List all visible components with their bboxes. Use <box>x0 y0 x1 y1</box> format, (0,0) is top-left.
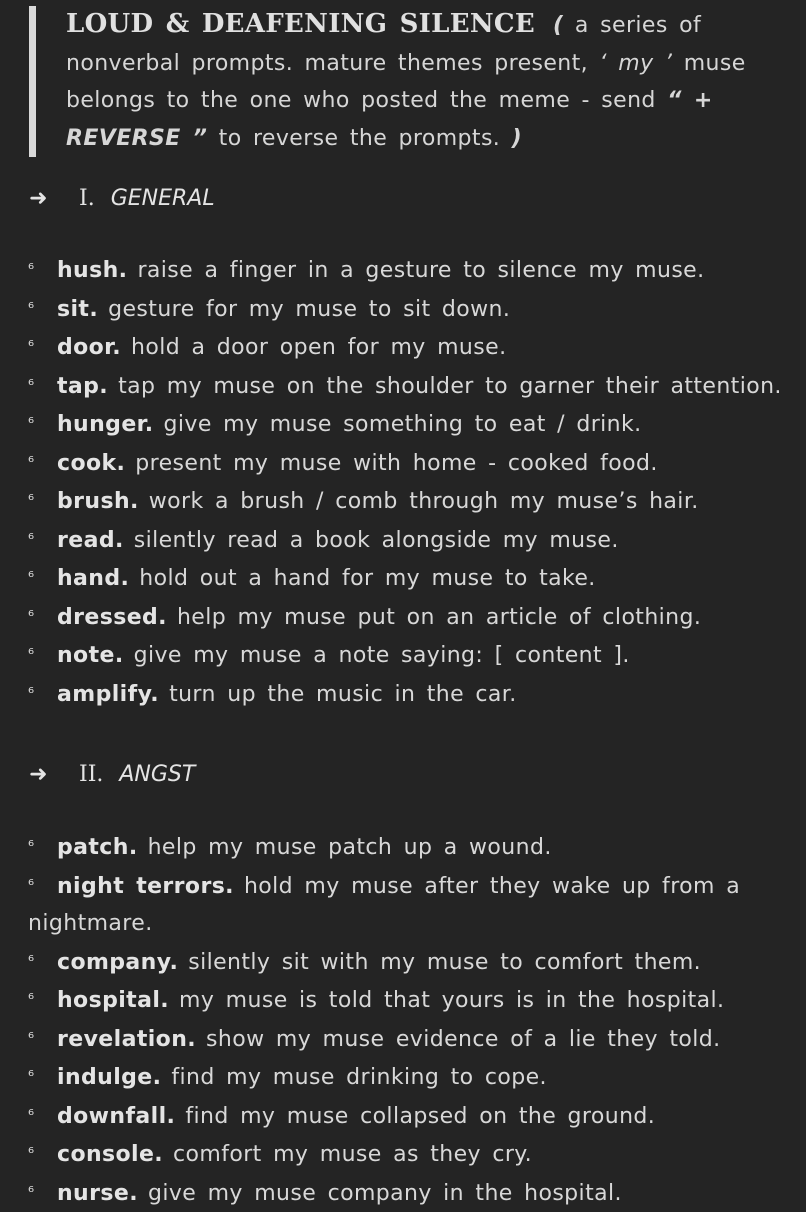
intro-text-2: muse belongs to the one who posted the meme - send <box>66 51 746 114</box>
bullet-icon: ⁶ <box>28 598 57 636</box>
prompt-description: tap my muse on the shoulder to garner their attention. <box>118 374 782 399</box>
prompt-description: hold my muse after they wake up from a nightmare. <box>28 874 740 937</box>
prompt-list-general <box>28 251 788 713</box>
bullet-icon: ⁶ <box>28 1174 57 1212</box>
intro-text-1: a series of nonverbal prompts. mature themes present, <box>66 13 701 76</box>
list-item <box>28 1058 788 1097</box>
arrow-icon: ➜ <box>29 762 79 787</box>
list-item <box>28 521 788 560</box>
prompt-term: indulge. <box>57 1065 161 1090</box>
list-item <box>28 598 788 637</box>
bullet-icon: ⁶ <box>28 367 57 405</box>
prompt-term: downfall. <box>57 1104 175 1129</box>
prompt-term: sit. <box>57 297 98 322</box>
list-item <box>28 675 788 714</box>
prompt-term: revelation. <box>57 1027 196 1052</box>
section-numeral: II. <box>79 762 103 787</box>
list-item <box>28 251 788 290</box>
intro-my: ‘ my ’ <box>599 51 672 76</box>
prompt-term: cook. <box>57 451 125 476</box>
bullet-icon: ⁶ <box>28 1058 57 1096</box>
prompt-term: patch. <box>57 835 138 860</box>
prompt-description: hold out a hand for my muse to take. <box>139 566 595 591</box>
section-heading-angst <box>29 762 195 787</box>
prompt-term: hand. <box>57 566 129 591</box>
prompt-description: gesture for my muse to sit down. <box>108 297 510 322</box>
intro-open-paren: ( <box>553 13 563 38</box>
section-heading-general <box>29 186 215 211</box>
arrow-icon: ➜ <box>29 186 79 211</box>
bullet-icon: ⁶ <box>28 943 57 981</box>
bullet-icon: ⁶ <box>28 290 57 328</box>
section-numeral: I. <box>79 186 95 211</box>
prompt-term: read. <box>57 528 124 553</box>
list-item <box>28 1174 788 1212</box>
list-item <box>28 290 788 329</box>
bullet-icon: ⁶ <box>28 1135 57 1173</box>
bullet-icon: ⁶ <box>28 328 57 366</box>
bullet-icon: ⁶ <box>28 405 57 443</box>
bullet-icon: ⁶ <box>28 1020 57 1058</box>
intro-block <box>29 6 806 157</box>
bullet-icon: ⁶ <box>28 867 57 905</box>
list-item <box>28 405 788 444</box>
bullet-icon: ⁶ <box>28 444 57 482</box>
bullet-icon: ⁶ <box>28 675 57 713</box>
list-item <box>28 328 788 367</box>
post-title: LOUD & DEAFENING SILENCE <box>66 9 535 39</box>
intro-reverse-label: “ + REVERSE ” <box>66 88 713 151</box>
prompt-term: hunger. <box>57 412 154 437</box>
list-item <box>28 1097 788 1136</box>
section-name: ANGST <box>119 762 195 787</box>
list-item <box>28 636 788 675</box>
bullet-icon: ⁶ <box>28 251 57 289</box>
prompt-description: give my muse a note saying: [ content ]. <box>134 643 630 668</box>
prompt-description: give my muse company in the hospital. <box>148 1181 622 1206</box>
prompt-description: hold a door open for my muse. <box>131 335 506 360</box>
bullet-icon: ⁶ <box>28 828 57 866</box>
prompt-term: console. <box>57 1142 163 1167</box>
list-item <box>28 981 788 1020</box>
prompt-description: find my muse collapsed on the ground. <box>185 1104 655 1129</box>
prompt-description: turn up the music in the car. <box>169 682 517 707</box>
list-item <box>28 828 788 867</box>
prompt-description: my muse is told that yours is in the hospital. <box>179 988 724 1013</box>
prompt-term: nurse. <box>57 1181 138 1206</box>
bullet-icon: ⁶ <box>28 981 57 1019</box>
intro-close-paren: ) <box>512 126 522 151</box>
list-item <box>28 482 788 521</box>
section-name: GENERAL <box>111 186 215 211</box>
prompt-term: hospital. <box>57 988 169 1013</box>
list-item <box>28 367 788 406</box>
bullet-icon: ⁶ <box>28 482 57 520</box>
prompt-list-angst <box>28 828 788 1212</box>
bullet-icon: ⁶ <box>28 521 57 559</box>
prompt-term: note. <box>57 643 124 668</box>
prompt-description: help my muse patch up a wound. <box>148 835 552 860</box>
prompt-description: work a brush / comb through my muse’s hair. <box>149 489 699 514</box>
prompt-term: tap. <box>57 374 108 399</box>
prompt-description: give my muse something to eat / drink. <box>164 412 642 437</box>
prompt-description: raise a finger in a gesture to silence my muse. <box>137 258 704 283</box>
prompt-term: door. <box>57 335 121 360</box>
intro-text-3: to reverse the prompts. <box>219 126 501 151</box>
prompt-term: night terrors. <box>57 874 234 899</box>
list-item <box>28 1020 788 1059</box>
prompt-description: help my muse put on an article of clothing. <box>177 605 701 630</box>
list-item <box>28 867 788 943</box>
prompt-description: silently sit with my muse to comfort them. <box>188 950 701 975</box>
prompt-term: dressed. <box>57 605 167 630</box>
prompt-term: company. <box>57 950 178 975</box>
prompt-description: comfort my muse as they cry. <box>173 1142 532 1167</box>
bullet-icon: ⁶ <box>28 559 57 597</box>
prompt-description: find my muse drinking to cope. <box>171 1065 547 1090</box>
prompt-description: show my muse evidence of a lie they told. <box>206 1027 721 1052</box>
prompt-description: present my muse with home - cooked food. <box>135 451 657 476</box>
bullet-icon: ⁶ <box>28 636 57 674</box>
list-item <box>28 559 788 598</box>
prompt-description: silently read a book alongside my muse. <box>134 528 619 553</box>
prompt-term: brush. <box>57 489 139 514</box>
bullet-icon: ⁶ <box>28 1097 57 1135</box>
list-item <box>28 943 788 982</box>
list-item <box>28 444 788 483</box>
prompt-term: amplify. <box>57 682 159 707</box>
list-item <box>28 1135 788 1174</box>
prompt-term: hush. <box>57 258 127 283</box>
